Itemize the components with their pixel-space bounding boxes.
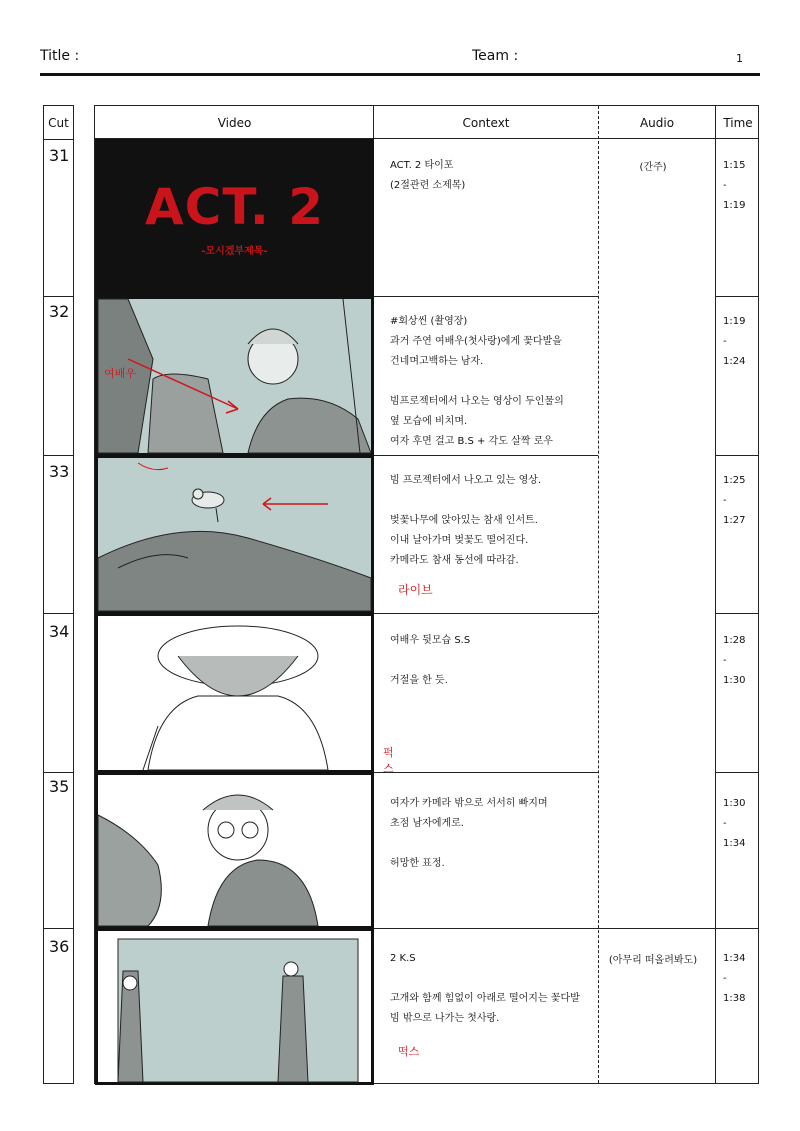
row-divider [716, 296, 759, 297]
sketch-man-closeup [98, 775, 371, 926]
cut-column-header: Cut [44, 106, 73, 140]
team-label: Team : [472, 48, 519, 64]
storyboard-table [94, 105, 759, 1084]
time-column-header: Time [723, 115, 753, 130]
audio-36: (아무리 떠올려봐도) [608, 955, 698, 966]
cut-number: 33 [49, 462, 70, 481]
sketch-two-shot [98, 931, 371, 1082]
time-34: 1:28 - 1:30 [723, 635, 746, 686]
row-divider [374, 772, 598, 773]
act-title-typo: ACT. 2 [144, 178, 325, 236]
row-divider [44, 296, 73, 297]
audio-31: (간주) [639, 162, 667, 173]
context-35: 여자가 카메라 밖으로 서서히 빠지며 초점 남자에게로. 허망한 표정. [390, 798, 548, 869]
cut-number: 31 [49, 146, 70, 165]
row-divider [44, 928, 73, 929]
context-column-header: Context [462, 115, 510, 130]
row-divider [374, 296, 598, 297]
time-32: 1:19 - 1:24 [723, 316, 746, 367]
red-note-32: 여배우 [104, 367, 136, 380]
row-divider [374, 613, 598, 614]
context-36: 2 K.S 고개와 함께 힘없이 아래로 떨어지는 꽃다발 빔 밖으로 나가는 첫사랑. [390, 953, 580, 1024]
context-34: 여배우 뒷모습 S.S 거절을 한 듯. [390, 635, 471, 686]
sketch-actress-back [98, 616, 371, 770]
row-divider [44, 613, 73, 614]
time-35: 1:30 - 1:34 [723, 798, 746, 849]
cut-number: 35 [49, 777, 70, 796]
row-divider [716, 455, 759, 456]
cut-number: 36 [49, 937, 70, 956]
context-31: ACT. 2 타이포 (2절관련 소제목) [390, 160, 466, 191]
video-frame-31 [95, 139, 374, 297]
red-note-33: 라이브 [398, 583, 433, 597]
context-32: #회상씬 (촬영장) 과거 주연 여배우(첫사랑)에게 꽃다발을 건네며고백하는 남자. 빔프로젝터에서 나오는 영상이 두인물의 옆 모습에 비치며. 여자 후면 걸고 B.S + 각도 살짝 로우 [390, 316, 564, 447]
row-divider [716, 772, 759, 773]
video-frame-36 [95, 928, 374, 1085]
audio-column-header: Audio [639, 115, 675, 130]
column-divider-dashed [598, 106, 599, 1083]
row-divider [374, 928, 759, 929]
video-frame-32 [95, 296, 374, 456]
time-31: 1:15 - 1:19 [723, 160, 746, 211]
row-divider [716, 613, 759, 614]
column-divider [715, 106, 716, 1083]
cut-number: 34 [49, 622, 70, 641]
red-note-34: 퍽스 [383, 746, 394, 775]
act-subtitle-typo: -모시겠부제목- [201, 246, 268, 257]
page-number: 1 [736, 52, 743, 65]
row-divider [374, 455, 598, 456]
time-36: 1:34 - 1:38 [723, 953, 746, 1004]
header-rule [40, 73, 760, 76]
video-frame-33 [95, 455, 374, 614]
cut-column [43, 105, 74, 1084]
sketch-sparrow-branch [98, 458, 371, 611]
cut-number: 32 [49, 302, 70, 321]
row-divider [44, 772, 73, 773]
video-frame-34 [95, 613, 394, 775]
video-column-header: Video [217, 115, 252, 130]
sketch-confession-scene [98, 299, 371, 453]
context-33: 빔 프로젝터에서 나오고 있는 영상. 벚꽃나무에 앉아있는 참새 인서트. 이내 날아가며 벚꽃도 떨어진다. 카메라도 참새 동선에 따라감. [390, 475, 542, 566]
video-frame-35 [95, 772, 374, 929]
red-note-36: 떡스 [398, 1045, 420, 1058]
title-label: Title : [40, 48, 80, 64]
row-divider [44, 455, 73, 456]
time-33: 1:25 - 1:27 [723, 475, 746, 526]
